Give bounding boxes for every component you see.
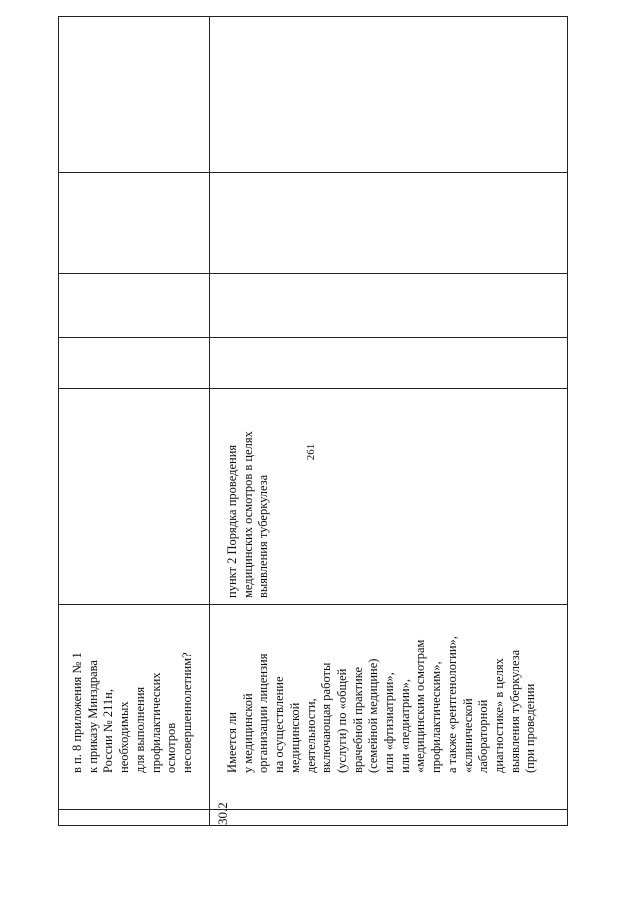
reference-line: выявления туберкулеза (256, 474, 271, 598)
row-1-question (70, 573, 196, 773)
question-line: осмотров (164, 722, 179, 773)
table-border-right (58, 16, 568, 17)
question-line: медицинской (287, 702, 302, 773)
column-divider (58, 172, 568, 173)
question-line: (при проведении (523, 683, 538, 773)
table-border-top (58, 16, 59, 826)
question-line: организации лицензия (256, 653, 271, 773)
table-border-bottom (567, 16, 568, 826)
page-number: 261 (305, 443, 317, 461)
column-divider (58, 809, 568, 810)
question-line: деятельности, (303, 698, 318, 773)
row-2-reference (225, 393, 272, 598)
question-line: к приказу Минздрава (85, 660, 100, 773)
question-line: выявления туберкулеза (507, 649, 522, 773)
reference-line: пункт 2 Порядка проведения (225, 444, 239, 598)
question-line: лабораторной (476, 699, 491, 773)
question-line: включающая работы (319, 662, 334, 773)
question-line: а также «рентгенологии», (444, 636, 459, 773)
column-divider (58, 273, 568, 274)
question-line: или «фтизиатрии», (382, 672, 397, 773)
column-divider (58, 388, 568, 389)
question-line: (семейной медицине) (366, 658, 381, 773)
question-line: профилактическим», (429, 661, 444, 773)
question-line: диагностике» в целях (491, 658, 506, 773)
question-line: несовершеннолетним? (179, 652, 194, 773)
question-line: врачебной практике (350, 666, 365, 773)
question-line: Имеется ли (225, 712, 239, 773)
row-2-question (225, 568, 539, 773)
row-2-number: 30.2 (215, 802, 230, 825)
table-border-left (58, 825, 568, 826)
question-line: «клинической (460, 698, 475, 773)
question-line: России № 211н, (101, 689, 116, 773)
row-divider (209, 16, 210, 826)
question-line: (услуги) по «общей (334, 668, 349, 773)
reference-line: медицинских осмотров в целях (240, 431, 255, 598)
question-line: профилактических (148, 672, 163, 773)
question-line: у медицинской (240, 693, 255, 773)
question-line: для выполнения (132, 686, 147, 773)
column-divider (58, 337, 568, 338)
question-line: в п. 8 приложения № 1 (70, 652, 84, 773)
question-line: необходимых (117, 701, 132, 773)
question-line: или «педиатрии», (397, 679, 412, 773)
question-line: на осуществление (272, 676, 287, 773)
question-line: «медицинским осмотрам (413, 639, 428, 773)
